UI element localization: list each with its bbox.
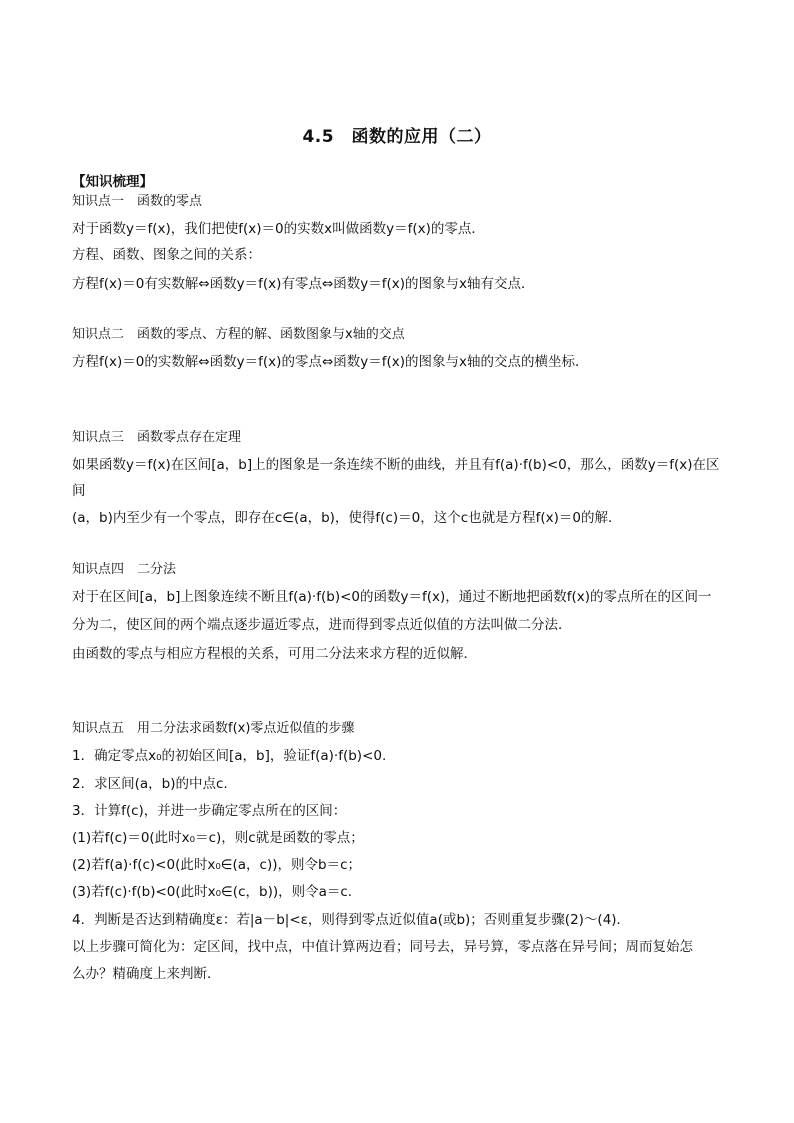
k5-substep-3: (3)若f(c)·f(b)<0(此时x₀∈(c，b))，则令a＝c.: [72, 884, 353, 900]
page-title: 4.5 函数的应用（二）: [302, 127, 492, 147]
k5-step-3: 3．计算f(c)，并进一步确定零点所在的区间：: [72, 803, 347, 819]
k5-substep-1: (1)若f(c)＝0(此时x₀＝c)，则c就是函数的零点；: [72, 830, 364, 846]
k3-line-3: (a，b)内至少有一个零点，即存在c∈(a，b)，使得f(c)＝0，这个c也就是方程f(x)＝0的解．: [72, 510, 622, 526]
k5-step-2: 2．求区间(a，b)的中点c.: [72, 776, 228, 792]
k3-line-1: 如果函数y＝f(x)在区间[a，b]上的图象是一条连续不断的曲线，并且有f(a)·f(b)<0，那么，函数y＝f(x)在区: [72, 457, 720, 473]
k4-heading: 知识点四 二分法: [72, 562, 177, 577]
k4-line-2: 分为二，使区间的两个端点逐步逼近零点，进而得到零点近似值的方法叫做二分法．: [72, 617, 572, 633]
k4-line-3: 由函数的零点与相应方程根的关系，可用二分法来求方程的近似解．: [72, 646, 477, 662]
k1-line-3: 方程f(x)＝0有实数解⇔函数y＝f(x)有零点⇔函数y＝f(x)的图象与x轴有交点．: [72, 276, 535, 292]
k1-line-2: 方程、函数、图象之间的关系：: [72, 247, 261, 263]
k3-line-2: 间: [72, 483, 86, 499]
k5-heading: 知识点五 用二分法求函数f(x)零点近似值的步骤: [72, 721, 355, 736]
section-header: 【知识梳理】: [72, 174, 153, 190]
k1-line-1: 对于函数y＝f(x)，我们把使f(x)＝0的实数x叫做函数y＝f(x)的零点．: [72, 221, 485, 237]
k5-summary-2: 么办？精确度上来判断．: [72, 966, 221, 982]
k2-heading: 知识点二 函数的零点、方程的解、函数图象与x轴的交点: [72, 327, 405, 342]
k5-summary-1: 以上步骤可简化为：定区间，找中点，中值计算两边看；同号去，异号算，零点落在异号间；周而复始怎: [72, 939, 693, 955]
k5-step-4: 4．判断是否达到精确度ε：若|a－b|<ε，则得到零点近似值a(或b)；否则重复步骤(2)～(4)．: [72, 912, 631, 928]
k4-line-1: 对于在区间[a，b]上图象连续不断且f(a)·f(b)<0的函数y＝f(x)，通过不断地把函数f(x)的零点所在的区间一: [72, 589, 712, 605]
k1-heading: 知识点一 函数的零点: [72, 194, 203, 209]
k5-step-1: 1．确定零点x₀的初始区间[a，b]，验证f(a)·f(b)<0.: [72, 748, 387, 764]
k5-substep-2: (2)若f(a)·f(c)<0(此时x₀∈(a，c))，则令b＝c；: [72, 857, 361, 873]
k3-heading: 知识点三 函数零点存在定理: [72, 430, 242, 445]
k2-line-1: 方程f(x)＝0的实数解⇔函数y＝f(x)的零点⇔函数y＝f(x)的图象与x轴的交点的横坐标．: [72, 354, 589, 370]
